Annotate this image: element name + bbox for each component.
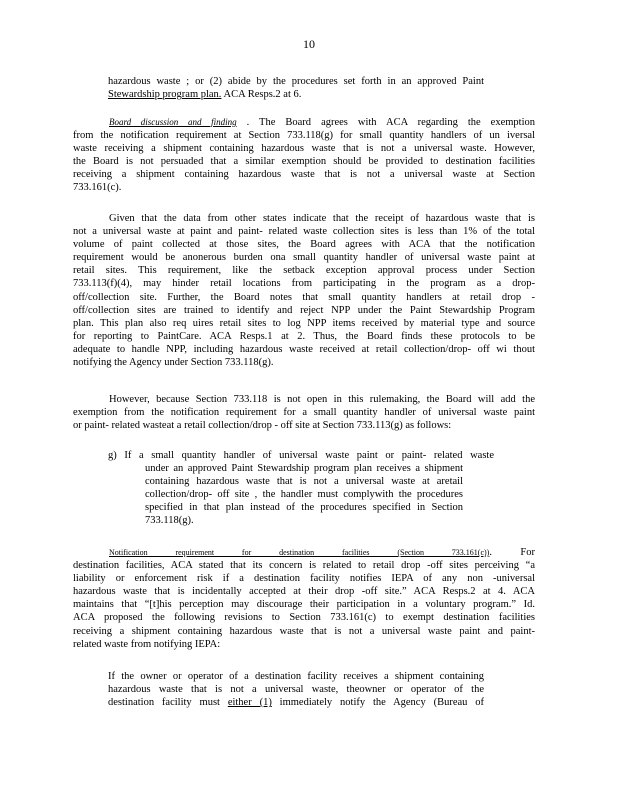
text-line: off/collection sites are trained to identify and reject NPP under the Paint Stewardship Program (73, 304, 535, 316)
text-line: related waste from notifying IEPA: (73, 638, 221, 650)
text-line: containing hazardous waste that is not a universal waste at aretail (145, 476, 463, 488)
heading-continuation: . The Board agrees with ACA regarding the exemption (236, 117, 536, 128)
text-line: ACA proposed the following revisions to Section 733.161(c) to exempt destination facilities (73, 612, 535, 624)
text-line: destination facilities, ACA stated that its concern is related to retail drop -off sites perceiving “a (73, 560, 535, 572)
text-line: Given that the data from other states indicate that the receipt of hazardous waste that is (109, 213, 535, 224)
quoted-rule-g (108, 449, 494, 528)
paragraph-given-data (73, 212, 535, 369)
page-number: 10 (303, 37, 315, 51)
text-line (73, 116, 535, 129)
text-line: notifying the Agency under Section 733.118(g). (73, 357, 274, 369)
text-line (108, 88, 484, 101)
text-span: immediately notify the Agency (Bureau of (271, 697, 484, 709)
text-line: receiving a shipment containing hazardous waste that is not a universal waste at Section (73, 169, 535, 181)
text-line: 733.113(f)(4), may hinder retail locations from participating in the program as a drop- (73, 278, 535, 290)
text-line: not a universal waste at paint and paint- related waste collection sites is less than 1% of the total (73, 226, 535, 238)
text-line: liability or enforcement risk if a destination facility notifies IEPA of any non -universal (73, 573, 535, 585)
text-line: g) If a small quantity handler of universal waste paint or paint- related waste (108, 450, 494, 461)
text-line: the Board is not persuaded that a similar exemption should be provided to destination facilities (73, 156, 535, 168)
text-line: receiving a shipment containing hazardous waste that is not a universal waste paint and paint- (73, 625, 535, 637)
citation-text: ACA Resps.2 at 6. (221, 89, 302, 101)
text-line: hazardous waste that is incidentally accepted at their drop -off site.” ACA Resps.2 at 4. ACA (73, 586, 535, 598)
text-span: destination facility must (108, 697, 228, 709)
text-line: requirement would be anonerous burden ona small quantity handler of universal waste paint at (73, 252, 535, 264)
paragraph-however (73, 393, 535, 432)
text-line: 733.118(g). (145, 515, 194, 527)
heading-continuation: . For (489, 547, 536, 558)
paragraph-board-discussion (73, 116, 535, 195)
paragraph-notification (73, 546, 535, 651)
text-line (73, 546, 535, 559)
text-line: from the notification requirement at Section 733.118(g) for small quantity handlers of un iversal (73, 130, 535, 142)
text-line: hazardous waste ; or (2) abide by the procedures set forth in an approved Paint (108, 76, 484, 87)
text-line: for reporting to PaintCare. ACA Resps.1 at 2. Thus, the Board finds these protocols to be (73, 330, 535, 342)
section-heading: Notification requirement for destination facilities (Section 733.161(c)) (109, 548, 490, 557)
text-line: 733.161(c). (73, 182, 122, 194)
underlined-text: Stewardship program plan. (108, 89, 222, 101)
text-line: volume of paint collected at those sites, the Board agrees with ACA that the notification (73, 239, 535, 251)
text-line: If the owner or operator of a destination facility receives a shipment containing (108, 671, 484, 682)
text-line: maintains that “[t]his perception may discourage their participation in a voluntary program.” Id. (73, 599, 535, 611)
text-line (108, 696, 484, 709)
text-line: or paint- related wasteat a retail collection/drop - off site at Section 733.113(g) as follows: (73, 420, 452, 432)
paragraph-intro (108, 75, 484, 101)
text-line: plan. This plan also req uires retail sites to log NPP items received by material type and source (73, 317, 535, 329)
text-line: retail sites. This requirement, like the setback exception approval process under Section (73, 265, 535, 277)
section-heading: Board discussion and finding (109, 117, 237, 127)
text-line: collection/drop- off site , the handler must complywith the procedures (145, 489, 463, 501)
text-line: hazardous waste that is not a universal waste, theowner or operator of the (108, 684, 484, 696)
underlined-text: either (1) (227, 697, 272, 709)
text-line: off/collection site. Further, the Board notes that small quantity handlers at retail drop - (73, 291, 535, 303)
quoted-owner-operator (108, 670, 484, 709)
text-line: adequate to handle NPP, including hazardous waste received at retail collection/drop- off wi thout (73, 343, 535, 355)
text-line: exemption from the notification requirement for a small quantity handler of universal waste paint (73, 407, 535, 419)
text-line: However, because Section 733.118 is not open in this rulemaking, the Board will add the (109, 394, 535, 405)
text-line: under an approved Paint Stewardship program plan receives a shipment (145, 463, 463, 475)
text-line: waste receiving a shipment containing hazardous waste that is not a universal waste. However, (73, 143, 535, 155)
text-line: specified in that plan instead of the procedures specified in Section (145, 502, 463, 514)
